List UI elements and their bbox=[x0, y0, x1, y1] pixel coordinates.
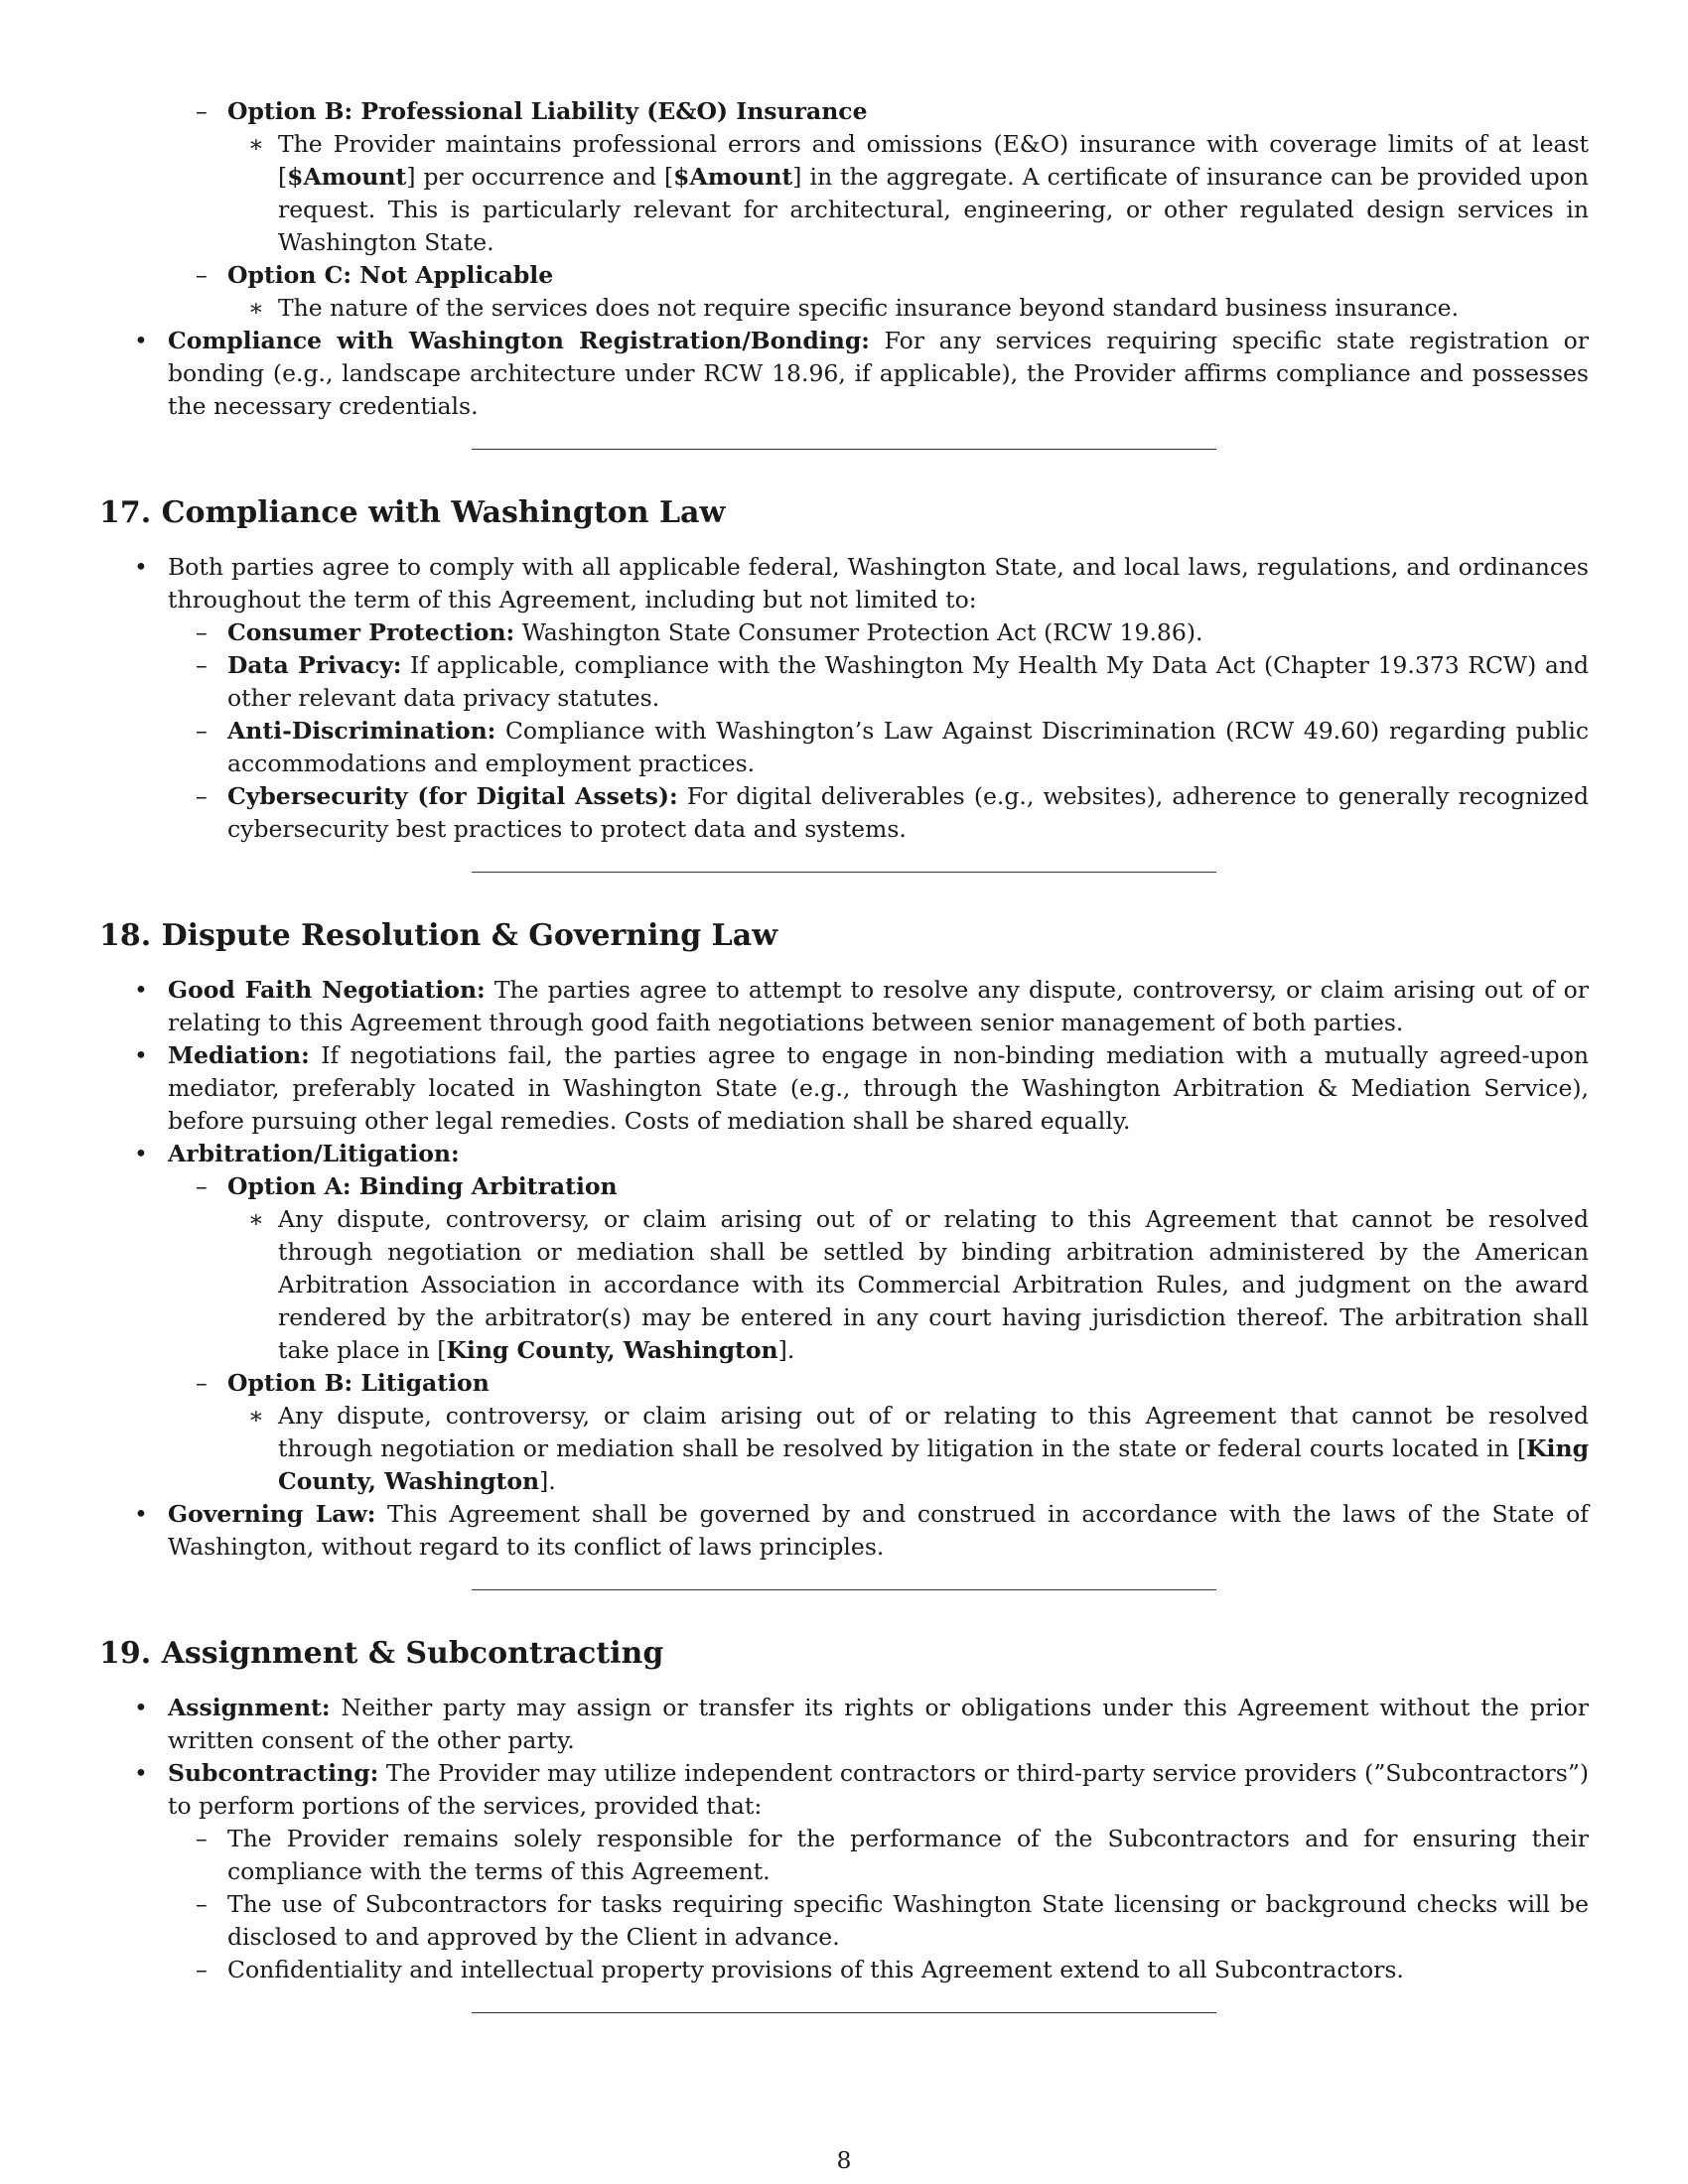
item-text: Anti-Discrimination: Compliance with Washington’s Law Against Discrimination (RCW 49.60) regarding public accommodations and employment practices. bbox=[227, 717, 1589, 777]
dash-marker: – bbox=[196, 651, 208, 679]
item-text: The nature of the services does not require specific insurance beyond standard business insurance. bbox=[278, 294, 1460, 322]
list-item bbox=[99, 128, 1589, 259]
bullet-marker: • bbox=[134, 1140, 148, 1167]
list-item bbox=[99, 1757, 1589, 1823]
dash-marker: – bbox=[196, 1825, 208, 1852]
bullet-marker: • bbox=[134, 1759, 148, 1787]
list-item bbox=[99, 325, 1589, 423]
section-divider bbox=[472, 449, 1216, 450]
bullet-marker: • bbox=[134, 1694, 148, 1721]
dash-marker: – bbox=[196, 618, 208, 646]
item-text: Any dispute, controversy, or claim arising out of or relating to this Agreement that cannot be resolved through negotiation or mediation shall be resolved by litigation in the state or federal courts located in [King County, Washington]. bbox=[278, 1402, 1589, 1495]
item-text: Any dispute, controversy, or claim arising out of or relating to this Agreement that cannot be resolved through negotiation or mediation shall be settled by binding arbitration administered by the American Arbitration Association in accordance with its Commercial Arbitration Rules, and judgment on the award rendered by the arbitrator(s) may be entered in any court having jurisdiction thereof. The arbitration shall take place in [King County, Washington]. bbox=[278, 1205, 1589, 1364]
dash-marker: – bbox=[196, 1956, 208, 1983]
item-text: Compliance with Washington Registration/Bonding: For any services requiring specific state registration or bonding (e.g., landscape architecture under RCW 18.96, if applicable), the Provider affirms compliance and possesses the necessary credentials. bbox=[168, 327, 1589, 420]
item-text: Consumer Protection: Washington State Consumer Protection Act (RCW 19.86). bbox=[227, 618, 1203, 646]
item-text: Both parties agree to comply with all applicable federal, Washington State, and local laws, regulations, and ordinances throughout the term of this Agreement, including but not limited to: bbox=[168, 553, 1589, 614]
item-text: Assignment: Neither party may assign or transfer its rights or obligations under this Agreement without the prior written consent of the other party. bbox=[168, 1694, 1589, 1754]
item-text: Confidentiality and intellectual property provisions of this Agreement extend to all Subcontractors. bbox=[227, 1956, 1404, 1983]
section-divider bbox=[472, 872, 1216, 873]
list-item bbox=[99, 551, 1589, 616]
dash-marker: – bbox=[196, 97, 208, 125]
item-text: Governing Law: This Agreement shall be governed by and construed in accordance with the laws of the State of Washington, without regard to its conflict of laws principles. bbox=[168, 1500, 1589, 1561]
asterisk-marker: ∗ bbox=[248, 294, 264, 322]
list-item bbox=[99, 974, 1589, 1039]
list-item bbox=[99, 1823, 1589, 1888]
list-item bbox=[99, 616, 1589, 649]
list-item bbox=[99, 259, 1589, 292]
section-divider bbox=[472, 1589, 1216, 1590]
asterisk-marker: ∗ bbox=[248, 1402, 264, 1430]
item-text: The Provider remains solely responsible for the performance of the Subcontractors and for ensuring their compliance with the terms of this Agreement. bbox=[227, 1825, 1589, 1885]
bullet-marker: • bbox=[134, 1500, 148, 1528]
item-text: Arbitration/Litigation: bbox=[168, 1140, 460, 1167]
list-item bbox=[99, 1203, 1589, 1367]
dash-marker: – bbox=[196, 717, 208, 745]
list-item bbox=[99, 292, 1589, 325]
document-page bbox=[99, 95, 1589, 2013]
dash-marker: – bbox=[196, 1890, 208, 1918]
item-text: Cybersecurity (for Digital Assets): For digital deliverables (e.g., websites), adherence to generally recognized cybersecurity best practices to protect data and systems. bbox=[227, 782, 1589, 843]
list-item bbox=[99, 1692, 1589, 1757]
dash-marker: – bbox=[196, 1369, 208, 1397]
bullet-marker: • bbox=[134, 553, 148, 581]
option-title: Option A: Binding Arbitration bbox=[227, 1172, 618, 1200]
item-text: Good Faith Negotiation: The parties agree to attempt to resolve any dispute, controversy, or claim arising out of or relating to this Agreement through good faith negotiations between senior management of both parties. bbox=[168, 976, 1589, 1036]
dash-marker: – bbox=[196, 782, 208, 810]
dash-marker: – bbox=[196, 261, 208, 289]
option-title: Option C: Not Applicable bbox=[227, 261, 554, 289]
list-item bbox=[99, 95, 1589, 128]
asterisk-marker: ∗ bbox=[248, 130, 264, 158]
bullet-marker: • bbox=[134, 327, 148, 354]
item-text: Mediation: If negotiations fail, the parties agree to engage in non-binding mediation with a mutually agreed-upon mediator, preferably located in Washington State (e.g., through the Washington Arbitration & Mediation Service), before pursuing other legal remedies. Costs of mediation shall be shared equally. bbox=[168, 1041, 1589, 1135]
list-item bbox=[99, 1498, 1589, 1564]
section-heading: 18. Dispute Resolution & Governing Law bbox=[99, 918, 778, 953]
section-heading: 19. Assignment & Subcontracting bbox=[99, 1636, 664, 1671]
item-text: Data Privacy: If applicable, compliance with the Washington My Health My Data Act (Chapter 19.373 RCW) and other relevant data privacy statutes. bbox=[227, 651, 1590, 712]
list-item bbox=[99, 1888, 1589, 1954]
section-heading: 17. Compliance with Washington Law bbox=[99, 495, 726, 530]
bullet-marker: • bbox=[134, 1041, 148, 1069]
item-text: Subcontracting: The Provider may utilize independent contractors or third-party service providers (”Subcontractors”) to perform portions of the services, provided that: bbox=[168, 1759, 1589, 1820]
list-item bbox=[99, 1954, 1589, 1986]
option-title: Option B: Professional Liability (E&O) Insurance bbox=[227, 97, 868, 125]
list-item bbox=[99, 780, 1589, 846]
section-divider bbox=[472, 2012, 1216, 2013]
list-item bbox=[99, 1400, 1589, 1498]
asterisk-marker: ∗ bbox=[248, 1205, 264, 1233]
list-item bbox=[99, 1367, 1589, 1400]
item-text: The Provider maintains professional errors and omissions (E&O) insurance with coverage limits of at least [$Amount] per occurrence and [$Amount] in the aggregate. A certificate of insurance can be provided upon request. This is particularly relevant for architectural, engineering, or other regulated design services in Washington State. bbox=[278, 130, 1589, 256]
list-item bbox=[99, 1138, 1589, 1170]
page-number: 8 bbox=[836, 2146, 852, 2174]
item-text: The use of Subcontractors for tasks requiring specific Washington State licensing or background checks will be disclosed to and approved by the Client in advance. bbox=[227, 1890, 1589, 1951]
list-item bbox=[99, 1170, 1589, 1203]
list-item bbox=[99, 1039, 1589, 1138]
list-item bbox=[99, 715, 1589, 780]
option-title: Option B: Litigation bbox=[227, 1369, 490, 1397]
dash-marker: – bbox=[196, 1172, 208, 1200]
bullet-marker: • bbox=[134, 976, 148, 1004]
list-item bbox=[99, 649, 1589, 715]
